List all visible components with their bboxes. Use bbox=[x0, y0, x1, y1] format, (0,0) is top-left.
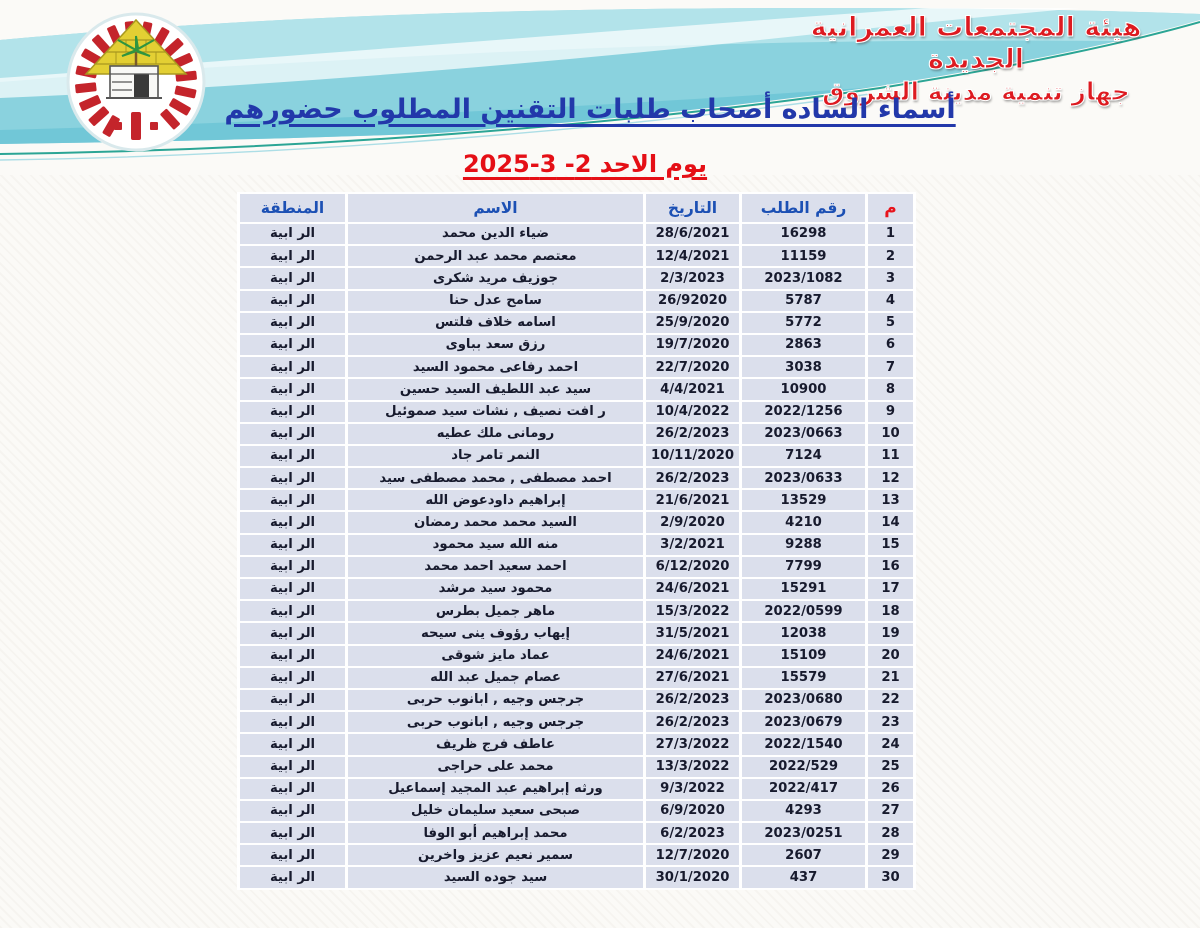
table-row bbox=[239, 223, 915, 245]
cell-num: 14 bbox=[867, 511, 915, 533]
table-row bbox=[239, 556, 915, 578]
cell-num: 5 bbox=[867, 312, 915, 334]
cell-request_no: 10900 bbox=[741, 378, 867, 400]
cell-date: 15/3/2022 bbox=[645, 600, 741, 622]
cell-num: 29 bbox=[867, 844, 915, 866]
table-row bbox=[239, 600, 915, 622]
cell-num: 28 bbox=[867, 822, 915, 844]
cell-request_no: 3038 bbox=[741, 356, 867, 378]
cell-area: الر ابية bbox=[239, 290, 347, 312]
table-row bbox=[239, 401, 915, 423]
cell-date: 10/11/2020 bbox=[645, 445, 741, 467]
org-name-line1: هيئة المجتمعات العمرانية الجديدة bbox=[810, 12, 1142, 75]
cell-num: 27 bbox=[867, 800, 915, 822]
table-header bbox=[239, 193, 915, 223]
org-name-block bbox=[766, 12, 1186, 107]
cell-request_no: 11159 bbox=[741, 245, 867, 267]
cell-name: ر افت نصيف , نشات سيد صموئيل bbox=[347, 401, 645, 423]
org-name-line2: جهاز تنمية مدينة الشروق bbox=[822, 77, 1130, 106]
cell-name: عصام جميل عبد الله bbox=[347, 667, 645, 689]
cell-date: 6/9/2020 bbox=[645, 800, 741, 822]
cell-area: الر ابية bbox=[239, 600, 347, 622]
cell-area: الر ابية bbox=[239, 622, 347, 644]
cell-request_no: 2022/1540 bbox=[741, 733, 867, 755]
cell-name: احمد مصطفى , محمد مصطفى سيد bbox=[347, 467, 645, 489]
cell-name: معتصم محمد عبد الرحمن bbox=[347, 245, 645, 267]
table-row bbox=[239, 667, 915, 689]
cell-name: النمر تامر جاد bbox=[347, 445, 645, 467]
cell-area: الر ابية bbox=[239, 733, 347, 755]
cell-name: إيهاب رؤوف ينى سيحه bbox=[347, 622, 645, 644]
table-row bbox=[239, 445, 915, 467]
cell-num: 23 bbox=[867, 711, 915, 733]
cell-area: الر ابية bbox=[239, 223, 347, 245]
cell-num: 12 bbox=[867, 467, 915, 489]
cell-request_no: 7124 bbox=[741, 445, 867, 467]
cell-area: الر ابية bbox=[239, 245, 347, 267]
column-header-num: م bbox=[867, 193, 915, 223]
table-row bbox=[239, 467, 915, 489]
cell-name: محمد إبراهيم أبو الوفا bbox=[347, 822, 645, 844]
table-row bbox=[239, 711, 915, 733]
cell-date: 22/7/2020 bbox=[645, 356, 741, 378]
cell-date: 27/6/2021 bbox=[645, 667, 741, 689]
cell-num: 1 bbox=[867, 223, 915, 245]
cell-date: 12/7/2020 bbox=[645, 844, 741, 866]
cell-date: 2/3/2023 bbox=[645, 267, 741, 289]
cell-date: 4/4/2021 bbox=[645, 378, 741, 400]
column-header-date: التاريخ bbox=[645, 193, 741, 223]
cell-name: رومانى ملك عطيه bbox=[347, 423, 645, 445]
header-banner bbox=[0, 0, 1200, 175]
cell-date: 6/12/2020 bbox=[645, 556, 741, 578]
cell-area: الر ابية bbox=[239, 489, 347, 511]
cell-date: 9/3/2022 bbox=[645, 778, 741, 800]
cell-area: الر ابية bbox=[239, 467, 347, 489]
cell-date: 26/92020 bbox=[645, 290, 741, 312]
cell-request_no: 2022/0599 bbox=[741, 600, 867, 622]
date-line: يوم الاحد 2- 3-2025 bbox=[462, 150, 708, 178]
cell-date: 26/2/2023 bbox=[645, 423, 741, 445]
cell-request_no: 2023/1082 bbox=[741, 267, 867, 289]
applicants-table bbox=[237, 192, 916, 890]
cell-request_no: 15291 bbox=[741, 578, 867, 600]
page-title: أسماء الساده أصحاب طلبات التقنين المطلوب حضورهم bbox=[224, 94, 956, 125]
cell-name: جوزيف مريد شكرى bbox=[347, 267, 645, 289]
cell-request_no: 15109 bbox=[741, 645, 867, 667]
cell-num: 3 bbox=[867, 267, 915, 289]
cell-name: سيد عبد اللطيف السيد حسين bbox=[347, 378, 645, 400]
cell-area: الر ابية bbox=[239, 711, 347, 733]
cell-date: 30/1/2020 bbox=[645, 866, 741, 889]
column-header-request-no: رقم الطلب bbox=[741, 193, 867, 223]
table-row bbox=[239, 267, 915, 289]
cell-area: الر ابية bbox=[239, 534, 347, 556]
shorouk-logo-graphic bbox=[60, 4, 212, 156]
column-header-area: المنطقة bbox=[239, 193, 347, 223]
cell-name: جرجس وجيه , ابانوب حربى bbox=[347, 689, 645, 711]
cell-area: الر ابية bbox=[239, 866, 347, 889]
cell-num: 15 bbox=[867, 534, 915, 556]
table-row bbox=[239, 822, 915, 844]
cell-date: 26/2/2023 bbox=[645, 689, 741, 711]
cell-request_no: 2863 bbox=[741, 334, 867, 356]
cell-date: 26/2/2023 bbox=[645, 711, 741, 733]
cell-num: 22 bbox=[867, 689, 915, 711]
table-row bbox=[239, 245, 915, 267]
cell-name: سمير نعيم عزيز واخرين bbox=[347, 844, 645, 866]
cell-num: 17 bbox=[867, 578, 915, 600]
cell-area: الر ابية bbox=[239, 645, 347, 667]
cell-request_no: 437 bbox=[741, 866, 867, 889]
cell-area: الر ابية bbox=[239, 378, 347, 400]
cell-name: جرجس وجيه , ابانوب حربى bbox=[347, 711, 645, 733]
cell-name: عاطف فرج ظريف bbox=[347, 733, 645, 755]
cell-num: 18 bbox=[867, 600, 915, 622]
cell-date: 24/6/2021 bbox=[645, 578, 741, 600]
cell-num: 11 bbox=[867, 445, 915, 467]
cell-name: ماهر جميل بطرس bbox=[347, 600, 645, 622]
cell-date: 27/3/2022 bbox=[645, 733, 741, 755]
table-row bbox=[239, 778, 915, 800]
table-row bbox=[239, 378, 915, 400]
cell-request_no: 2022/529 bbox=[741, 756, 867, 778]
cell-name: احمد رفاعى محمود السيد bbox=[347, 356, 645, 378]
cell-num: 21 bbox=[867, 667, 915, 689]
cell-area: الر ابية bbox=[239, 334, 347, 356]
cell-request_no: 2607 bbox=[741, 844, 867, 866]
table-row bbox=[239, 423, 915, 445]
cell-date: 6/2/2023 bbox=[645, 822, 741, 844]
cell-num: 10 bbox=[867, 423, 915, 445]
cell-area: الر ابية bbox=[239, 312, 347, 334]
table-row bbox=[239, 334, 915, 356]
cell-request_no: 4210 bbox=[741, 511, 867, 533]
cell-name: سيد جوده السيد bbox=[347, 866, 645, 889]
table-row bbox=[239, 844, 915, 866]
cell-request_no: 12038 bbox=[741, 622, 867, 644]
cell-name: عماد مايز شوقى bbox=[347, 645, 645, 667]
cell-area: الر ابية bbox=[239, 578, 347, 600]
cell-name: احمد سعيد احمد محمد bbox=[347, 556, 645, 578]
table-row bbox=[239, 800, 915, 822]
cell-name: ورثه إبراهيم عبد المجيد إسماعيل bbox=[347, 778, 645, 800]
cell-name: إبراهيم داودعوض الله bbox=[347, 489, 645, 511]
cell-date: 24/6/2021 bbox=[645, 645, 741, 667]
cell-area: الر ابية bbox=[239, 556, 347, 578]
table-row bbox=[239, 356, 915, 378]
cell-date: 31/5/2021 bbox=[645, 622, 741, 644]
cell-request_no: 5787 bbox=[741, 290, 867, 312]
table-row bbox=[239, 489, 915, 511]
cell-name: محمد على حراجى bbox=[347, 756, 645, 778]
cell-date: 3/2/2021 bbox=[645, 534, 741, 556]
cell-num: 16 bbox=[867, 556, 915, 578]
cell-request_no: 2023/0251 bbox=[741, 822, 867, 844]
cell-num: 13 bbox=[867, 489, 915, 511]
cell-num: 8 bbox=[867, 378, 915, 400]
cell-name: منه الله سيد محمود bbox=[347, 534, 645, 556]
cell-name: اسامه خلاف فلتس bbox=[347, 312, 645, 334]
cell-num: 9 bbox=[867, 401, 915, 423]
header-row bbox=[239, 193, 915, 223]
cell-area: الر ابية bbox=[239, 445, 347, 467]
cell-num: 19 bbox=[867, 622, 915, 644]
cell-area: الر ابية bbox=[239, 800, 347, 822]
cell-name: السيد محمد محمد رمضان bbox=[347, 511, 645, 533]
cell-name: صبحى سعيد سليمان خليل bbox=[347, 800, 645, 822]
cell-area: الر ابية bbox=[239, 267, 347, 289]
table-body bbox=[239, 223, 915, 889]
table-row bbox=[239, 756, 915, 778]
cell-request_no: 15579 bbox=[741, 667, 867, 689]
table-row bbox=[239, 534, 915, 556]
table-row bbox=[239, 645, 915, 667]
table-row bbox=[239, 689, 915, 711]
cell-area: الر ابية bbox=[239, 756, 347, 778]
cell-request_no: 4293 bbox=[741, 800, 867, 822]
cell-num: 7 bbox=[867, 356, 915, 378]
cell-date: 28/6/2021 bbox=[645, 223, 741, 245]
cell-name: رزق سعد بباوى bbox=[347, 334, 645, 356]
cell-date: 12/4/2021 bbox=[645, 245, 741, 267]
cell-date: 21/6/2021 bbox=[645, 489, 741, 511]
table-row bbox=[239, 622, 915, 644]
table-row bbox=[239, 733, 915, 755]
cell-name: محمود سيد مرشد bbox=[347, 578, 645, 600]
cell-name: سامح عدل حنا bbox=[347, 290, 645, 312]
column-header-name: الاسم bbox=[347, 193, 645, 223]
cell-request_no: 9288 bbox=[741, 534, 867, 556]
table-row bbox=[239, 866, 915, 889]
table-row bbox=[239, 312, 915, 334]
table-row bbox=[239, 511, 915, 533]
cell-area: الر ابية bbox=[239, 844, 347, 866]
cell-date: 26/2/2023 bbox=[645, 467, 741, 489]
cell-date: 2/9/2020 bbox=[645, 511, 741, 533]
shorouk-logo bbox=[60, 4, 212, 156]
cell-num: 2 bbox=[867, 245, 915, 267]
cell-area: الر ابية bbox=[239, 401, 347, 423]
table-row bbox=[239, 290, 915, 312]
cell-area: الر ابية bbox=[239, 356, 347, 378]
cell-date: 25/9/2020 bbox=[645, 312, 741, 334]
cell-date: 10/4/2022 bbox=[645, 401, 741, 423]
cell-request_no: 5772 bbox=[741, 312, 867, 334]
cell-num: 26 bbox=[867, 778, 915, 800]
cell-request_no: 7799 bbox=[741, 556, 867, 578]
cell-name: ضياء الدين محمد bbox=[347, 223, 645, 245]
table-row bbox=[239, 578, 915, 600]
cell-num: 25 bbox=[867, 756, 915, 778]
cell-request_no: 16298 bbox=[741, 223, 867, 245]
cell-request_no: 2023/0663 bbox=[741, 423, 867, 445]
cell-date: 13/3/2022 bbox=[645, 756, 741, 778]
cell-request_no: 2022/1256 bbox=[741, 401, 867, 423]
cell-request_no: 13529 bbox=[741, 489, 867, 511]
cell-num: 6 bbox=[867, 334, 915, 356]
cell-area: الر ابية bbox=[239, 511, 347, 533]
cell-area: الر ابية bbox=[239, 822, 347, 844]
cell-area: الر ابية bbox=[239, 423, 347, 445]
cell-area: الر ابية bbox=[239, 667, 347, 689]
cell-num: 4 bbox=[867, 290, 915, 312]
cell-num: 30 bbox=[867, 866, 915, 889]
cell-date: 19/7/2020 bbox=[645, 334, 741, 356]
cell-area: الر ابية bbox=[239, 778, 347, 800]
cell-area: الر ابية bbox=[239, 689, 347, 711]
cell-num: 20 bbox=[867, 645, 915, 667]
cell-num: 24 bbox=[867, 733, 915, 755]
cell-request_no: 2022/417 bbox=[741, 778, 867, 800]
cell-request_no: 2023/0680 bbox=[741, 689, 867, 711]
cell-request_no: 2023/0679 bbox=[741, 711, 867, 733]
cell-request_no: 2023/0633 bbox=[741, 467, 867, 489]
